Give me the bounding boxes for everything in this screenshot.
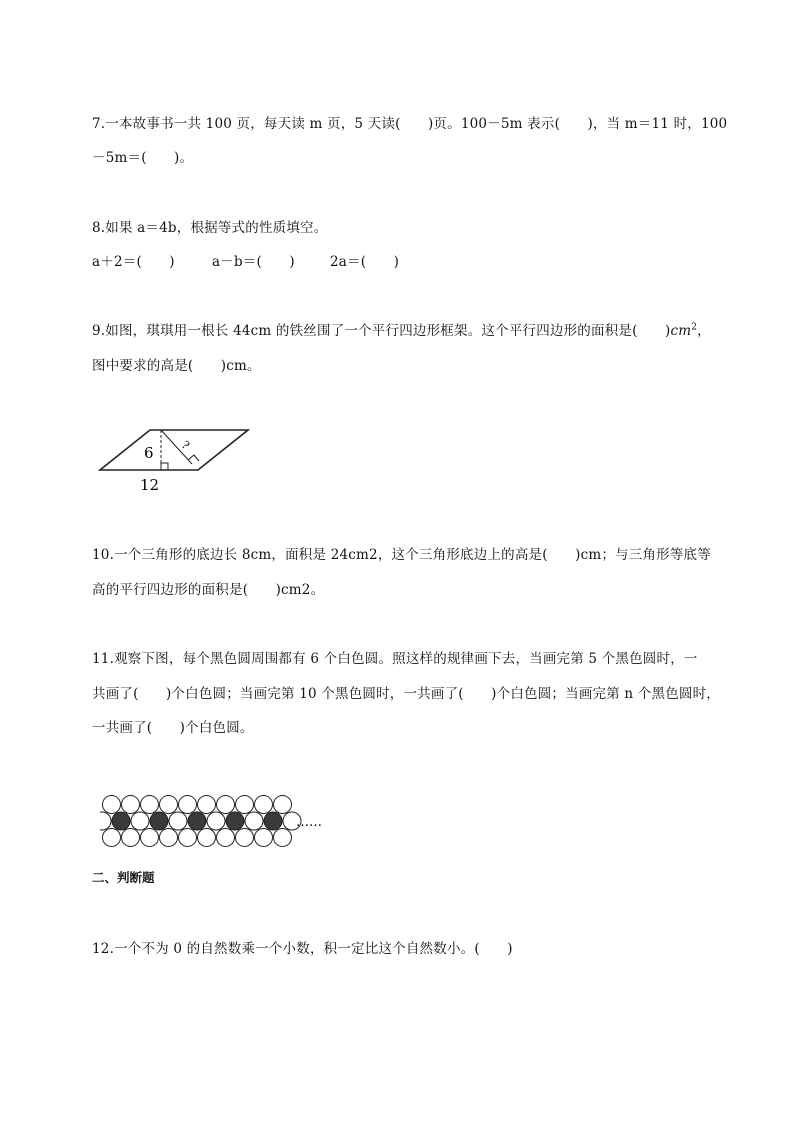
q8-item3: 2a＝( )	[330, 254, 400, 270]
white-circle	[141, 828, 159, 846]
white-circle	[131, 812, 149, 830]
q9-line1-text: 9.如图，琪琪用一根长 44cm 的铁丝围了一个平行四边形框架。这个平行四边形的面积是( )	[92, 323, 671, 339]
q7-line1: 7.一本故事书一共 100 页，每天读 m 页，5 天读( )页。100－5m 表示( )，当 m＝11 时，100	[92, 116, 728, 132]
q11-line1: 11.观察下图，每个黑色圆周围都有 6 个白色圆。照这样的规律画下去，当画完第 5 个黑色圆时，一	[92, 651, 698, 667]
white-circle	[103, 828, 121, 846]
white-circle	[217, 828, 235, 846]
q9-line2: 图中要求的高是( )cm。	[92, 358, 261, 374]
white-circle	[141, 796, 159, 814]
q9-line1-end: ，	[697, 323, 711, 339]
black-circle	[264, 812, 282, 830]
q11-line2: 共画了( )个白色圆；当画完第 10 个黑色圆时，一共画了( )个白色圆；当画完第 n 个黑色圆时，	[92, 686, 721, 702]
section-title: 二、判断题	[92, 870, 155, 885]
parallelogram-shape	[100, 430, 248, 470]
black-circle	[188, 812, 206, 830]
white-circle	[103, 796, 121, 814]
q12-line1: 12.一个不为 0 的自然数乘一个小数，积一定比这个自然数小。( )	[92, 941, 513, 957]
unknown-label: ?	[179, 438, 192, 453]
circle-pattern-figure	[100, 788, 340, 854]
q8-item1: a＋2＝( )	[92, 254, 175, 270]
q9-line1	[92, 319, 711, 339]
white-circle	[207, 812, 225, 830]
white-circle	[255, 796, 273, 814]
q11-line3: 一共画了( )个白色圆。	[92, 720, 254, 736]
white-circle	[236, 828, 254, 846]
unknown-right-angle-mark	[188, 455, 199, 461]
q9-unit-sup: 2	[691, 322, 698, 333]
q8-item2: a－b＝( )	[212, 254, 295, 270]
white-circle	[179, 828, 197, 846]
q9-unit: cm	[670, 323, 692, 339]
q10-line2: 高的平行四边形的面积是( )cm2。	[92, 582, 325, 598]
white-circle	[169, 812, 187, 830]
white-circle	[217, 796, 235, 814]
white-circle	[274, 796, 292, 814]
height-label: 6	[144, 444, 154, 462]
white-circle	[198, 796, 216, 814]
white-circle	[245, 812, 263, 830]
black-circle	[112, 812, 130, 830]
white-circle	[160, 796, 178, 814]
white-circle	[274, 828, 292, 846]
white-circle	[255, 828, 273, 846]
white-circle	[122, 828, 140, 846]
white-circle	[160, 828, 178, 846]
q10-line1: 10.一个三角形的底边长 8cm，面积是 24cm2，这个三角形底边上的高是( )cm；与三角形等底等	[92, 547, 711, 563]
white-circle	[122, 796, 140, 814]
black-circle	[150, 812, 168, 830]
base-label: 12	[140, 476, 160, 494]
pattern-ellipsis: ……	[296, 815, 322, 830]
white-circle	[100, 812, 111, 830]
white-circle	[198, 828, 216, 846]
parallelogram-figure	[95, 418, 255, 496]
height-right-angle-mark	[161, 463, 168, 470]
white-circle	[179, 796, 197, 814]
q7-line2: －5m＝( )。	[92, 150, 194, 166]
white-circle	[236, 796, 254, 814]
black-circle	[226, 812, 244, 830]
q8-line1: 8.如果 a＝4b，根据等式的性质填空。	[92, 220, 328, 236]
